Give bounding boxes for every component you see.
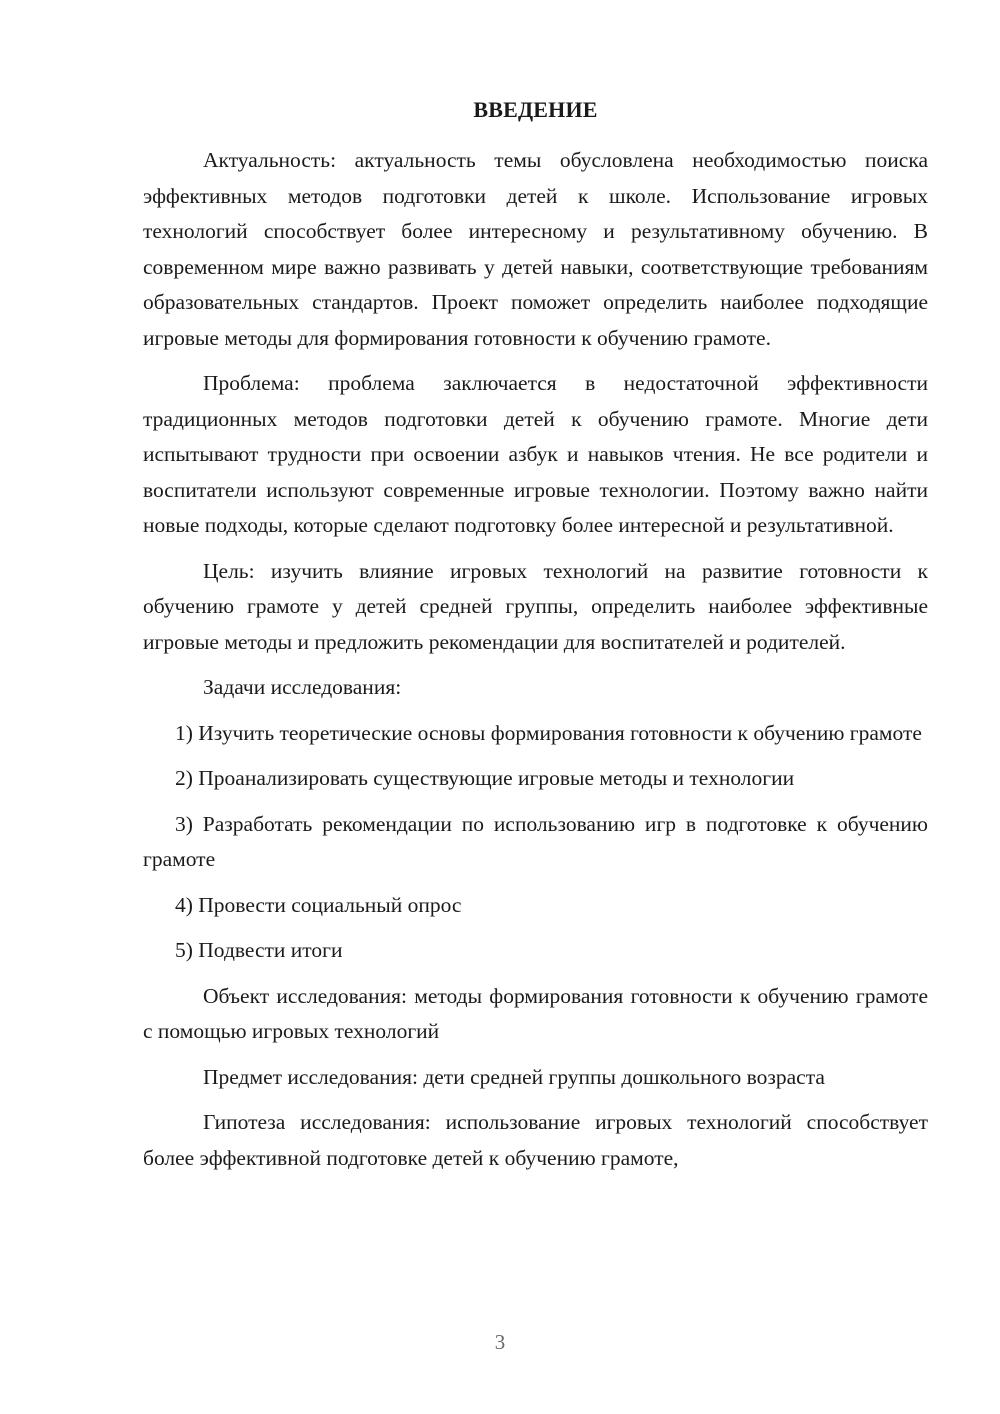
tasks-heading: Задачи исследования: [203,675,402,699]
relevance-paragraph: Актуальность: актуальность темы обусловлена необходимостью поиска эффективных методов подготовки детей к школе. Использование игровых технологий способствует более интересному и результативному обучению. В современном мире важно развивать у детей навыки, соответствующие требованиям образовательных стандартов. Проект поможет определить наиболее подходящие игровые методы для формирования готовности к обучению грамоте. [143,148,928,350]
page-title: ВВЕДЕНИЕ [473,97,598,122]
hypothesis-paragraph: Гипотеза исследования: использование игровых технологий способствует более эффективной подготовке детей к обучению грамоте, [143,1110,928,1170]
problem-paragraph: Проблема: проблема заключается в недостаточной эффективности традиционных методов подготовки детей к обучению грамоте. Многие дети испытывают трудности при освоении азбук и навыков чтения. Не все родители и воспитатели используют современные игровые технологии. Поэтому важно найти новые подходы, которые сделают подготовку более интересной и результативной. [143,371,928,537]
task-item-5: 5) Подвести итоги [175,938,343,962]
subject-paragraph: Предмет исследования: дети средней группы дошкольного возраста [203,1064,825,1089]
goal-paragraph: Цель: изучить влияние игровых технологий на развитие готовности к обучению грамоте у детей средней группы, определить наиболее эффективные игровые методы и предложить рекомендации для воспитателей и родителей. [143,558,928,654]
task-item-3: 3) Разработать рекомендации по использованию игр в подготовке к обучению грамоте [143,811,928,871]
task-item-1: 1) Изучить теоретические основы формирования готовности к обучению грамоте [175,720,922,745]
page-number: 3 [494,1330,506,1354]
task-item-4: 4) Провести социальный опрос [175,892,462,917]
document-page [143,92,928,1186]
task-item-2: 2) Проанализировать существующие игровые методы и технологии [175,766,795,790]
object-paragraph: Объект исследования: методы формирования готовности к обучению грамоте с помощью игровых технологий [143,983,928,1043]
